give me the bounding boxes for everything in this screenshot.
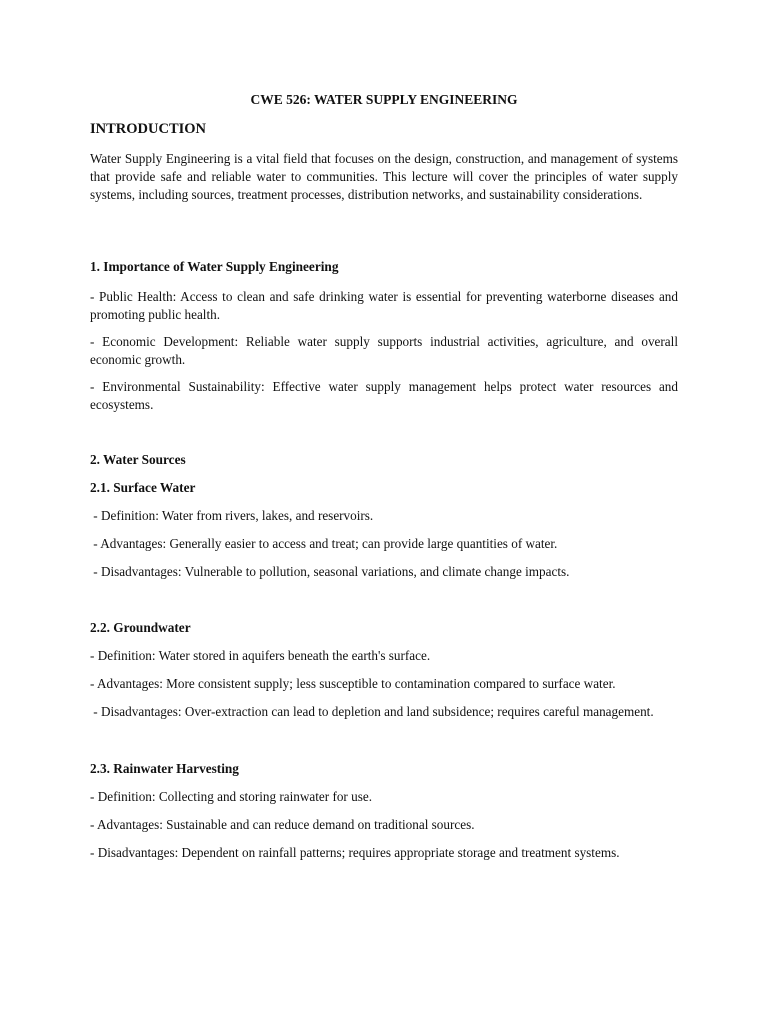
surface-water-definition: - Definition: Water from rivers, lakes, and reservoirs. (90, 508, 374, 523)
subsection-surface-water-heading: 2.1. Surface Water (90, 480, 196, 495)
surface-water-disadvantages: - Disadvantages: Vulnerable to pollution, seasonal variations, and climate change impacts. (90, 564, 570, 579)
list-item-environmental-sustainability: - Environmental Sustainability: Effective water supply management helps protect water resources and ecosystems. (90, 379, 678, 412)
rainwater-definition: - Definition: Collecting and storing rainwater for use. (90, 789, 372, 804)
document-title: CWE 526: WATER SUPPLY ENGINEERING (250, 92, 518, 107)
subsection-rainwater-heading: 2.3. Rainwater Harvesting (90, 761, 239, 776)
introduction-paragraph: Water Supply Engineering is a vital field that focuses on the design, construction, and management of systems that provide safe and reliable water to communities. This lecture will cover the principles of water supply systems, including sources, treatment processes, distribution networks, and sustainability considerations. (90, 151, 678, 202)
rainwater-advantages: - Advantages: Sustainable and can reduce demand on traditional sources. (90, 817, 475, 832)
introduction-heading: INTRODUCTION (90, 121, 207, 137)
list-item-economic-development: - Economic Development: Reliable water supply supports industrial activities, agriculture, and overall economic growth. (90, 334, 678, 367)
section-2-heading: 2. Water Sources (90, 452, 186, 467)
subsection-groundwater-heading: 2.2. Groundwater (90, 620, 191, 635)
list-item-public-health: - Public Health: Access to clean and safe drinking water is essential for preventing waterborne diseases and promoting public health. (90, 289, 678, 322)
groundwater-disadvantages: - Disadvantages: Over-extraction can lead to depletion and land subsidence; requires careful management. (90, 704, 654, 719)
section-1-heading: 1. Importance of Water Supply Engineering (90, 259, 339, 274)
groundwater-definition: - Definition: Water stored in aquifers beneath the earth's surface. (90, 648, 431, 663)
groundwater-advantages: - Advantages: More consistent supply; less susceptible to contamination compared to surface water. (90, 676, 616, 691)
rainwater-disadvantages: - Disadvantages: Dependent on rainfall patterns; requires appropriate storage and treatment systems. (90, 845, 620, 860)
surface-water-advantages: - Advantages: Generally easier to access and treat; can provide large quantities of water. (90, 536, 558, 551)
